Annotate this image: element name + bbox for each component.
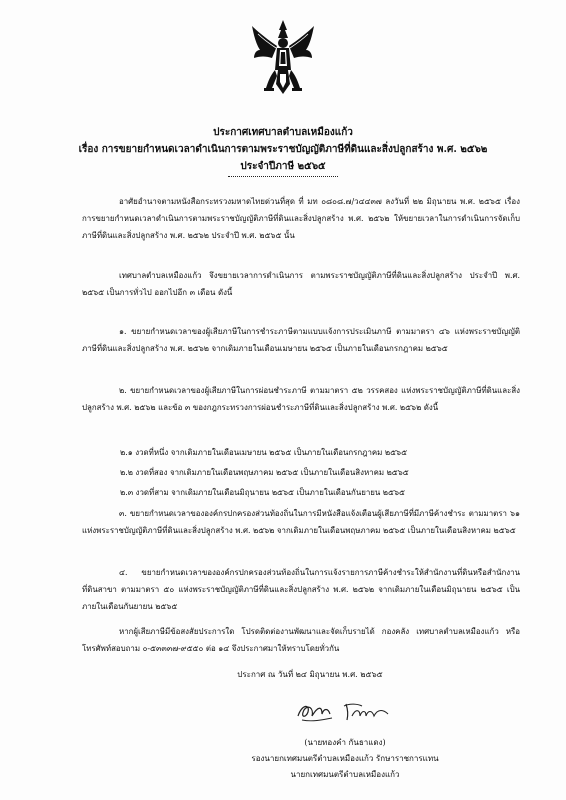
item-4-paragraph: ๔. ขยายกำหนดเวลาขององค์กรปกครองส่วนท้องถิ่นในการแจ้งรายการภาษีค้างชำระให้สำนักงานที่ดินหรือสำนักงานที่ดินสาขา ตามมาตรา ๕๐ แห่งพระราชบัญญัติภาษีที่ดินและสิ่งปลูกสร้าง พ.ศ. ๒๕๖๒ จากเดิมภายในเดือนมิถุนายน ๒๕๖๕ เป็นภายในเดือนกันยายน ๒๕๖๕ xyxy=(82,568,520,611)
signer-position-1: รองนายกเทศมนตรีตำบลเหมืองแก้ว รักษาราชการแทน xyxy=(251,754,439,763)
intro-paragraph: อาศัยอำนาจตามหนังสือกระทรวงมหาดไทยด่วนที่สุด ที่ มท ๐๘๐๘.๗/ว๔๔๓๗ ลงวันที่ ๒๒ มิถุนายน พ.ศ. ๒๕๖๕ เรื่องการขยายกำหนดเวลาดำเนินการตามพระราชบัญญัติภาษีที่ดินและสิ่งปลูกสร้าง พ.ศ. ๒๕๖๒ ให้ขยายเวลาในการดำเนินการจัดเก็บภาษีที่ดินและสิ่งปลูกสร้าง พ.ศ. ๒๕๖๒ ประจำปี พ.ศ. ๒๕๖๕ นั้น xyxy=(82,197,520,240)
item-2-paragraph: ๒. ขยายกำหนดเวลาของผู้เสียภาษีในการผ่อนชำระภาษี ตามมาตรา ๕๒ วรรคสอง แห่งพระราชบัญญัติภาษีที่ดินและสิ่งปลูกสร้าง พ.ศ. ๒๕๖๒ และข้อ ๓ ของกฎกระทรวงการผ่อนชำระภาษีที่ดินและสิ่งปลูกสร้าง พ.ศ. ๒๕๖๒ ดังนี้ xyxy=(82,386,520,412)
announcement-title: ประกาศเทศบาลตำบลเหมืองแก้ว xyxy=(213,127,353,138)
contact-paragraph: หากผู้เสียภาษีมีข้อสงสัยประการใด โปรดติดต่องานพัฒนาและจัดเก็บรายได้ กองคลัง เทศบาลตำบลเหมืองแก้ว หรือโทรศัพท์สอบถาม ๐-๕๓๓๓๗-๙๕๕๐ ต่อ ๑๔ จึงประกาศมาให้ทราบโดยทั่วกัน xyxy=(82,627,520,653)
garuda-emblem-icon xyxy=(250,18,316,98)
tax-year: ประจำปีภาษี ๒๕๖๕ xyxy=(240,161,326,172)
announcement-subject: เรื่อง การขยายกำหนดเวลาดำเนินการตามพระราชบัญญัติภาษีที่ดินและสิ่งปลูกสร้าง พ.ศ. ๒๕๖๒ xyxy=(78,144,488,155)
title-divider xyxy=(228,176,338,179)
announcement-date: ประกาศ ณ วันที่ ๒๔ มิถุนายน พ.ศ. ๒๕๖๕ xyxy=(237,670,383,679)
handwritten-signature-icon xyxy=(292,698,404,724)
item-2-1: ๒.๑ งวดที่หนึ่ง จากเดิมภายในเดือนเมษายน ๒๕๖๕ เป็นภายในเดือนกรกฎาคม ๒๕๖๕ xyxy=(120,448,408,457)
signer-name: (นายทองคำ กันธาแดง) xyxy=(304,738,386,747)
item-2-2: ๒.๒ งวดที่สอง จากเดิมภายในเดือนพฤษภาคม ๒๕๖๕ เป็นภายในเดือนสิงหาคม ๒๕๖๕ xyxy=(120,468,409,477)
announce-paragraph: เทศบาลตำบลเหมืองแก้ว จึงขยายเวลาการดำเนินการ ตามพระราชบัญญัติภาษีที่ดินและสิ่งปลูกสร้าง ประจำปี พ.ศ. ๒๕๖๕ เป็นการทั่วไป ออกไปอีก ๓ เดือน ดังนี้ xyxy=(82,271,520,297)
signer-position-2: นายกเทศมนตรีตำบลเหมืองแก้ว xyxy=(290,770,400,779)
item-1-paragraph: ๑. ขยายกำหนดเวลาของผู้เสียภาษีในการชำระภาษีตามแบบแจ้งการประเมินภาษี ตามมาตรา ๔๖ แห่งพระราชบัญญัติภาษีที่ดินและสิ่งปลูกสร้าง พ.ศ. ๒๕๖๒ จากเดิมภายในเดือนเมษายน ๒๕๖๕ เป็นภายในเดือนกรกฎาคม ๒๕๖๕ xyxy=(82,327,520,353)
item-2-3: ๒.๓ งวดที่สาม จากเดิมภายในเดือนมิถุนายน ๒๕๖๕ เป็นภายในเดือนกันยายน ๒๕๖๕ xyxy=(120,488,405,497)
item-3-paragraph: ๓. ขยายกำหนดเวลาขององค์กรปกครองส่วนท้องถิ่นในการมีหนังสือแจ้งเตือนผู้เสียภาษีที่มีภาษีค้างชำระ ตามมาตรา ๖๑ แห่งพระราชบัญญัติภาษีที่ดินและสิ่งปลูกสร้าง พ.ศ. ๒๕๖๒ จากเดิมภายในเดือนพฤษภาคม ๒๕๖๕ เป็นภายในเดือนสิงหาคม ๒๕๖๕ xyxy=(82,509,520,535)
